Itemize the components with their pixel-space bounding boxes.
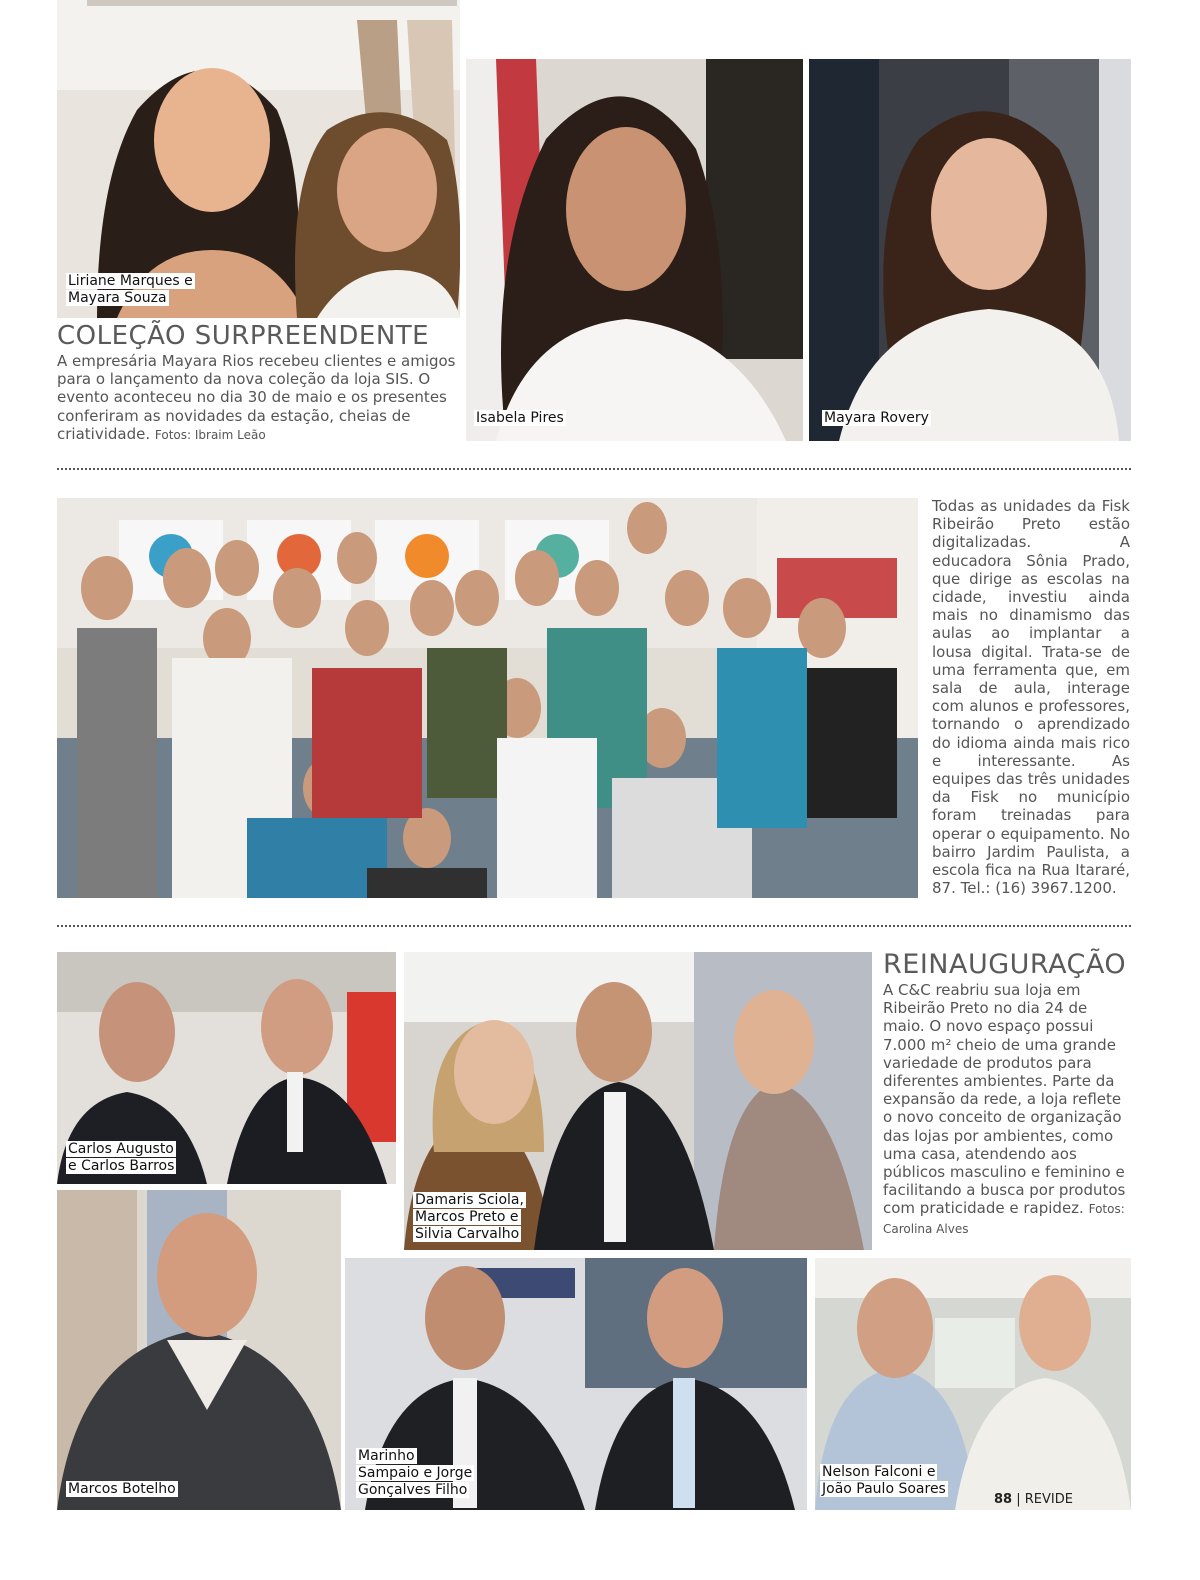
caption-line: Marinho [358, 1448, 415, 1464]
caption-line: Isabela Pires [476, 410, 564, 426]
photo-image [57, 1190, 341, 1510]
caption-line: Silvia Carvalho [415, 1226, 520, 1242]
body-colecao [57, 352, 457, 444]
caption-nelson-joao-paulo [820, 1464, 948, 1498]
body-reinauguracao [883, 981, 1131, 1238]
body-reinauguracao-text: A C&C reabriu sua loja em Ribeirão Preto no dia 24 de maio. O novo espaço possui 7.000 m² cheio de uma grande variedade de produtos para diferentes ambientes. Parte da expansão da rede, a loja reflete o novo conceito de organização das lojas por ambientes, como uma casa, atendendo aos públicos masculino e feminino e facilitando a busca por produtos com praticidade e rapidez. [883, 981, 1126, 1218]
caption-line: Mayara Souza [68, 290, 167, 306]
photo-isabela-pires [466, 59, 803, 441]
caption-line: Damaris Sciola, [415, 1192, 524, 1208]
caption-line: Marcos Botelho [68, 1481, 176, 1497]
body-fisk: Todas as unidades da Fisk Ribeirão Preto estão digitalizadas. A educadora Sônia Prado, que dirige as escolas na cidade, investiu ainda mais no dinamismo das aulas ao implantar a lousa digital. Trata-se de uma ferramenta que, em sala de aula, interage com alunos e professores, tornando o aprendizado do idioma ainda mais rico e interessante. As equipes das três unidades da Fisk no município foram treinadas para operar o equipamento. No bairro Jardim Paulista, a escola fica na Rua Itararé, 87. Tel.: (16) 3967.1200. [932, 497, 1130, 898]
caption-damaris-marcos-silvia [413, 1192, 526, 1243]
caption-line: e Carlos Barros [68, 1158, 175, 1174]
caption-line: Mayara Rovery [824, 410, 929, 426]
photo-image [57, 0, 460, 318]
photo-credit-carolina: Fotos: Carolina Alves [883, 1202, 1125, 1236]
magazine-name: REVIDE [1024, 1492, 1073, 1507]
page-number: 88 [994, 1492, 1013, 1507]
photo-fisk-group [57, 498, 918, 898]
caption-line: Marcos Preto e [415, 1209, 519, 1225]
caption-mayara-rovery [822, 410, 931, 427]
photo-credit-ibraim: Fotos: Ibraim Leão [154, 427, 266, 442]
divider-dotted-2 [57, 925, 1131, 927]
photo-marcos-botelho [57, 1190, 341, 1510]
headline-reinauguracao: REINAUGURAÇÃO [883, 949, 1127, 980]
page-folio [994, 1492, 1073, 1507]
photo-image [57, 498, 918, 898]
headline-colecao: COLEÇÃO SURPREENDENTE [57, 321, 430, 351]
caption-line: Gonçalves Filho [358, 1482, 468, 1498]
photo-image [809, 59, 1131, 441]
caption-line: Liriane Marques e [68, 273, 193, 289]
divider-dotted-1 [57, 468, 1131, 470]
folio-separator: | [1016, 1492, 1021, 1507]
photo-liriane-mayara [57, 0, 460, 318]
caption-isabela-pires [474, 410, 566, 427]
caption-marcos-botelho [66, 1481, 178, 1498]
photo-mayara-rovery [809, 59, 1131, 441]
caption-line: João Paulo Soares [822, 1481, 946, 1497]
caption-liriane-mayara [66, 273, 195, 307]
caption-carlos-augusto-barros [66, 1141, 176, 1175]
caption-line: Nelson Falconi e [822, 1464, 936, 1480]
body-colecao-text: A empresária Mayara Rios recebeu clientes e amigos para o lançamento da nova coleção da loja SIS. O evento aconteceu no dia 30 de maio e os presentes conferiram as novidades da estação, cheias de criatividade. [57, 352, 456, 443]
caption-line: Sampaio e Jorge [358, 1465, 473, 1481]
photo-image [466, 59, 803, 441]
caption-marinho-jorge [356, 1448, 474, 1499]
caption-line: Carlos Augusto [68, 1141, 174, 1157]
